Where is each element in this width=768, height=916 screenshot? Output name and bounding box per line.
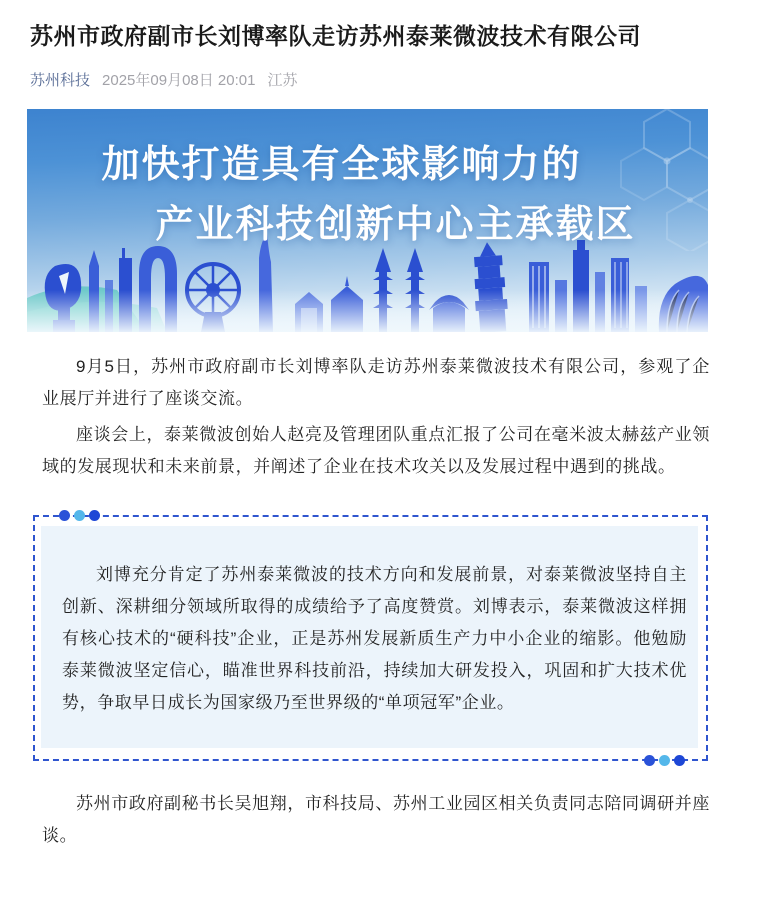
banner-headline-line2: 产业科技创新中心主承载区 <box>155 204 636 247</box>
dot-icon <box>74 510 85 521</box>
paragraph-1: 9月5日，苏州市政府副市长刘博率队走访苏州泰莱微波技术有限公司，参观了企业展厅并进行了座谈交流。 <box>42 357 710 409</box>
article-title: 苏州市政府副市长刘博率队走访苏州泰莱微波技术有限公司 <box>30 23 641 49</box>
dot-icon <box>89 510 100 521</box>
dots-decoration-top-icon <box>59 510 100 521</box>
quote-paragraph: 刘博充分肯定了苏州泰莱微波的技术方向和发展前景，对泰莱微波坚持自主创新、深耕细分领域所取得的成绩给予了高度赞赏。刘博表示，泰莱微波这样拥有核心技术的“硬科技”企业，正是苏州发展新质生产力中小企业的缩影。他勉励泰莱微波坚定信心，瞄准世界科技前沿，持续加大研发投入，巩固和扩大技术优势，争取早日成长为国家级乃至世界级的“单项冠军”企业。 <box>62 565 687 713</box>
account-name-link[interactable]: 苏州科技 <box>30 72 91 90</box>
publish-time: 2025年09月08日 20:01 <box>102 72 256 90</box>
banner-headline-line1: 加快打造具有全球影响力的 <box>101 144 582 187</box>
dot-icon <box>59 510 70 521</box>
dot-icon <box>674 755 685 766</box>
dot-icon <box>644 755 655 766</box>
closing-paragraph: 苏州市政府副秘书长吴旭翔，市科技局、苏州工业园区相关负责同志陪同调研并座谈。 <box>42 794 710 846</box>
banner-mist-overlay <box>27 290 708 332</box>
highlight-quote-box <box>33 515 708 761</box>
publish-region: 江苏 <box>267 72 298 90</box>
banner-headline <box>27 135 708 255</box>
article-meta <box>30 69 710 90</box>
quote-background <box>41 526 698 748</box>
dots-decoration-bottom-icon <box>644 755 685 766</box>
article-page <box>30 21 710 852</box>
paragraph-2: 座谈会上，泰莱微波创始人赵亮及管理团队重点汇报了公司在毫米波太赫兹产业领域的发展现状和未来前景，并阐述了企业在技术攻关以及发展过程中遇到的挑战。 <box>42 425 710 477</box>
dot-icon <box>659 755 670 766</box>
banner-image[interactable] <box>27 109 708 332</box>
